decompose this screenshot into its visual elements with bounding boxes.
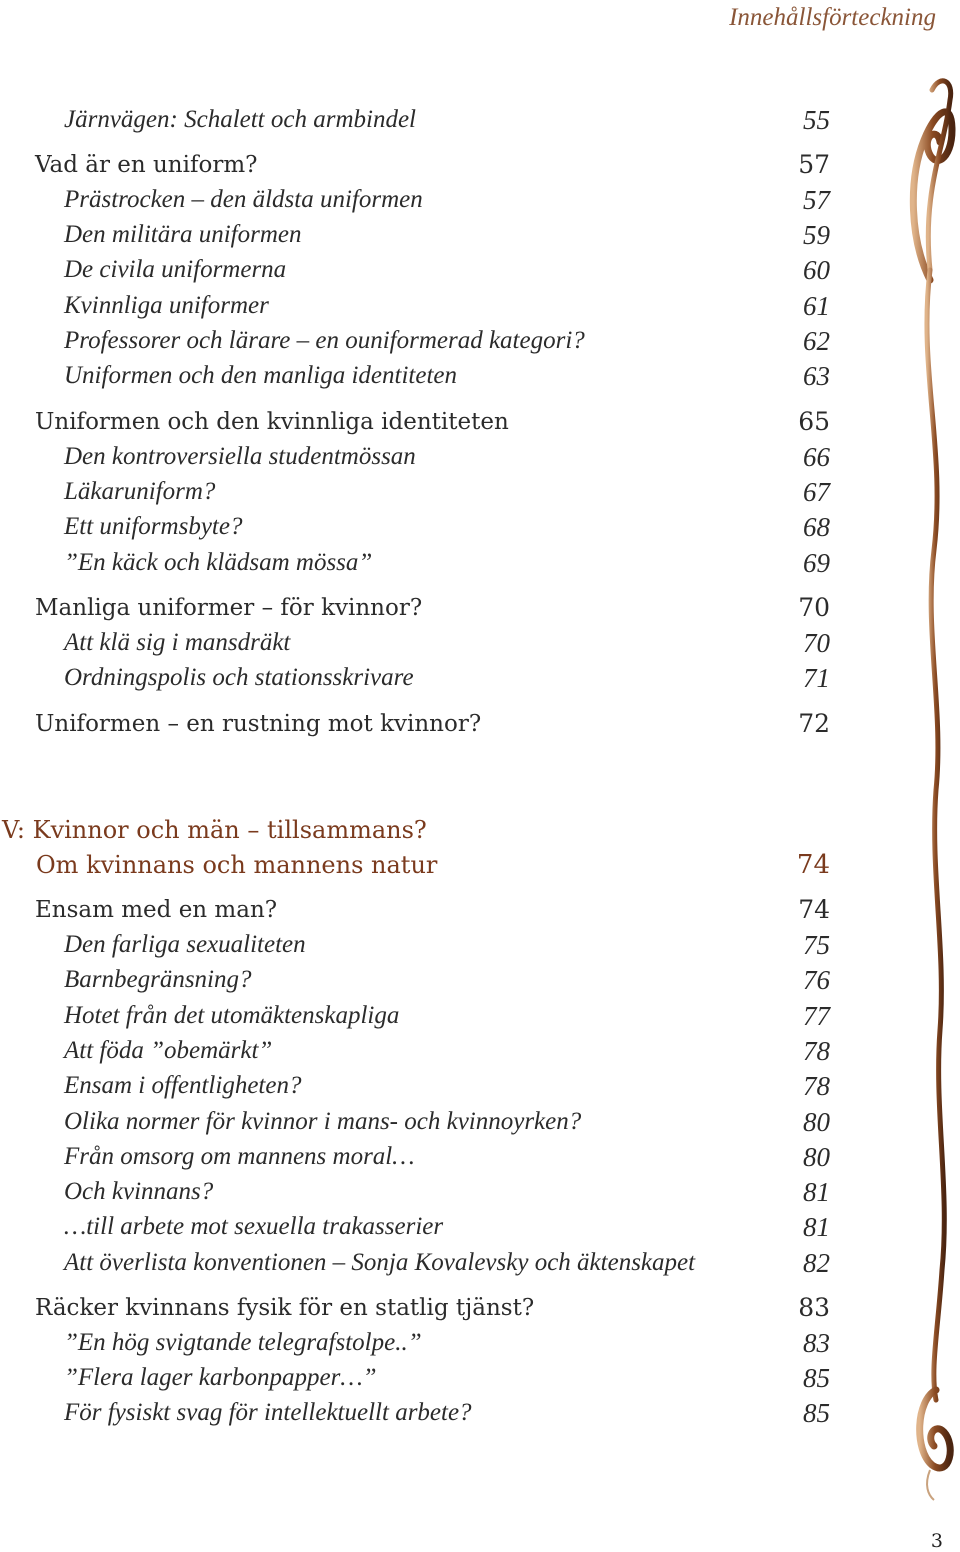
toc-entry-page: 70 [803,628,830,658]
toc-entry-page: 57 [803,185,830,215]
toc-entry-page: 69 [803,548,830,578]
toc-entry [0,928,830,962]
toc-entry-title: Den farliga sexualiteten [64,931,306,958]
toc-entry-page: 81 [803,1177,830,1207]
toc-entry-page: 55 [803,105,830,135]
toc-entry-page: 61 [803,291,830,321]
toc-entry [0,1326,830,1360]
toc-entry-title: Från omsorg om mannens moral… [64,1143,415,1170]
toc-entry [0,253,830,287]
toc-entry-page: 83 [803,1328,830,1358]
toc-entry-title: Hotet från det utomäktenskapliga [64,1002,400,1029]
toc-entry-page: 85 [803,1398,830,1428]
toc-entry [0,546,830,580]
toc-entry [0,510,830,544]
toc-entry [0,475,830,509]
toc-entry-page: 80 [803,1107,830,1137]
toc-entry-title: Läkaruniform? [64,478,216,505]
toc-entry-title: Den militära uniformen [64,221,302,248]
toc-entry-page: 72 [798,709,830,738]
toc-entry-title: …till arbete mot sexuella trakasserier [64,1213,444,1240]
toc-entry-title: Om kvinnans och mannens natur [36,851,438,879]
toc-entry-page: 62 [803,326,830,356]
toc-entry [0,289,830,323]
toc-entry-page: 66 [803,442,830,472]
toc-entry-page: 85 [803,1363,830,1393]
toc-entry [0,1105,830,1139]
toc-entry-title: Järnvägen: Schalett och armbindel [64,106,416,133]
toc-entry-page: 80 [803,1142,830,1172]
page-number: 3 [930,1530,943,1552]
toc-entry [0,661,830,695]
toc-entry [0,183,830,217]
toc-entry-page: 76 [803,965,830,995]
toc-entry-page: 81 [803,1212,830,1242]
toc-entry-page: 63 [803,361,830,391]
toc-entry-title: Den kontroversiella studentmössan [64,443,416,470]
toc-entry [0,218,830,252]
toc-entry-title: Ett uniformsbyte? [64,513,243,540]
toc-entry-page: 77 [803,1001,830,1031]
toc-entry [0,626,830,660]
toc-entry-title: Ordningspolis och stationsskrivare [64,664,414,691]
toc-entry [0,1291,830,1325]
toc-entry-title: Prästrocken – den äldsta uniformen [64,186,423,213]
toc-entry-page: 78 [803,1036,830,1066]
toc-entry-title: Att klä sig i mansdräkt [64,629,291,656]
toc-entry-page: 59 [803,220,830,250]
swirl-ornament-icon [900,70,960,1510]
toc-entry-title: Uniformen och den manliga identiteten [64,362,457,389]
toc-entry-page: 82 [803,1248,830,1278]
toc-entry-page: 78 [803,1071,830,1101]
toc-entry [0,1175,830,1209]
toc-entry-title: Räcker kvinnans fysik för en statlig tjänst? [35,1295,535,1321]
toc-entry [0,405,830,439]
toc-entry-page: 75 [803,930,830,960]
toc-entry-title: ”Flera lager karbonpapper…” [64,1364,377,1391]
toc-entry [0,893,830,927]
toc-entry-title: ”En käck och klädsam mössa” [64,549,373,576]
toc-entry-page: 60 [803,255,830,285]
toc-chapter-entry [0,848,830,882]
toc-entry-page: 57 [798,150,830,179]
toc-entry-title: Barnbegränsning? [64,966,252,993]
toc-entry-title: Att överlista konventionen – Sonja Kovalevsky och äktenskapet [64,1249,696,1276]
toc-entry-page: 68 [803,512,830,542]
toc-entry [0,999,830,1033]
toc-entry-title: Vad är en uniform? [35,152,258,178]
toc-entry-page: 71 [803,663,830,693]
toc-entry-title: Uniformen – en rustning mot kvinnor? [35,711,482,737]
toc-entry [0,1210,830,1244]
toc-entry-title: Manliga uniformer – för kvinnor? [35,595,423,621]
toc-entry [0,1246,830,1280]
toc-entry [0,148,830,182]
toc-entry-title: Och kvinnans? [64,1178,214,1205]
toc-entry-title: Kvinnliga uniformer [64,292,269,319]
running-header: Innehållsförteckning [729,4,936,31]
toc-entry [0,1140,830,1174]
toc-entry [0,324,830,358]
toc-entry-page: 74 [796,850,830,880]
toc-entry [0,440,830,474]
toc-entry [0,359,830,393]
toc-entry-title: Ensam med en man? [35,897,278,923]
toc-entry [0,1034,830,1068]
toc-entry-title: Uniformen och den kvinnliga identiteten [35,409,509,435]
toc-entry [0,591,830,625]
toc-entry [0,963,830,997]
toc-entry [0,707,830,741]
toc-entry [0,1396,830,1430]
toc-entry [0,1069,830,1103]
toc-entry-title: Olika normer för kvinnor i mans- och kvinnoyrken? [64,1108,582,1135]
toc-entry [0,1361,830,1395]
toc-entry-title: Att föda ”obemärkt” [64,1037,273,1064]
toc-entry [0,103,830,137]
toc-entry-title: Ensam i offentligheten? [64,1072,302,1099]
toc-entry-page: 67 [803,477,830,507]
toc-entry-page: 70 [798,593,830,622]
toc-entry-title: Professorer och lärare – en ouniformerad kategori? [64,327,585,354]
part-heading: V: Kvinnor och män – tillsammans? [2,816,427,844]
toc-entry-title: För fysiskt svag för intellektuellt arbete? [64,1399,472,1426]
toc-entry-page: 65 [798,407,830,436]
toc-entry-title: ”En hög svigtande telegrafstolpe..” [64,1329,422,1356]
toc-entry-page: 83 [798,1293,830,1322]
toc-entry-title: De civila uniformerna [64,256,287,283]
toc-entry-page: 74 [798,895,830,924]
